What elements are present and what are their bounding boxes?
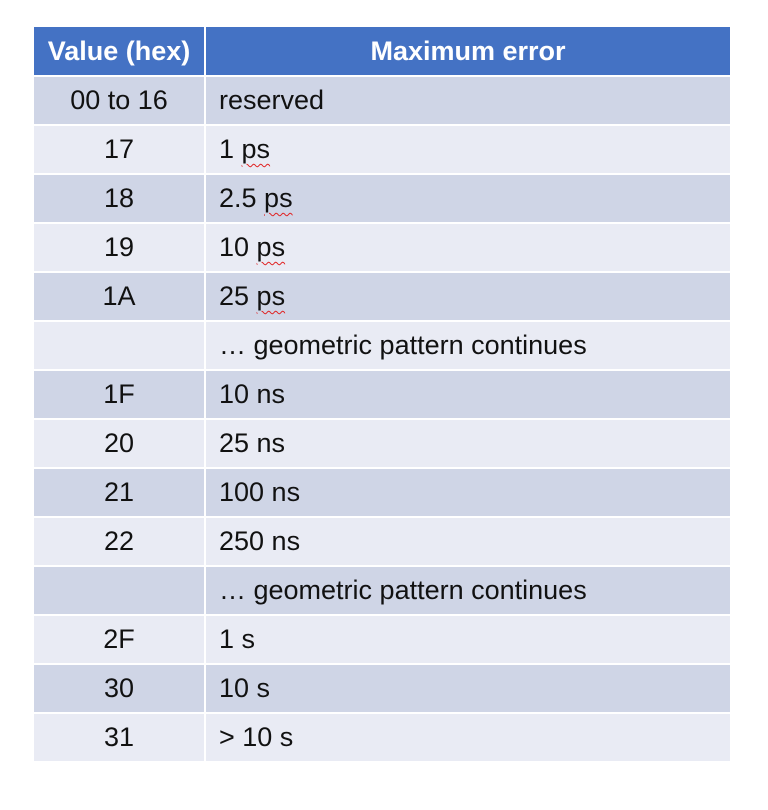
table-row <box>34 321 730 370</box>
cell-error <box>205 272 730 321</box>
error-text: 10 ps <box>219 232 286 262</box>
cell-error: 25 ns <box>205 419 730 468</box>
error-text: 2.5 ps <box>219 183 293 213</box>
cell-value: 20 <box>34 419 205 468</box>
cell-error: 10 ns <box>205 370 730 419</box>
cell-value: 2F <box>34 615 205 664</box>
cell-value: 19 <box>34 223 205 272</box>
cell-error <box>205 125 730 174</box>
cell-value: 22 <box>34 517 205 566</box>
table-row <box>34 223 730 272</box>
spellcheck-underline: ps <box>256 281 286 311</box>
cell-error: 100 ns <box>205 468 730 517</box>
cell-value: 17 <box>34 125 205 174</box>
table-row <box>34 664 730 713</box>
table-row <box>34 713 730 762</box>
table-row <box>34 468 730 517</box>
cell-error: … geometric pattern continues <box>205 566 730 615</box>
table-row <box>34 76 730 125</box>
cell-value <box>34 566 205 615</box>
max-error-table <box>34 27 730 763</box>
error-text: 1 ps <box>219 134 271 164</box>
table-row <box>34 419 730 468</box>
spellcheck-underline: ps <box>241 134 271 164</box>
cell-error: 10 s <box>205 664 730 713</box>
cell-error: 1 s <box>205 615 730 664</box>
cell-error <box>205 223 730 272</box>
table-row <box>34 174 730 223</box>
cell-value: 30 <box>34 664 205 713</box>
cell-value: 21 <box>34 468 205 517</box>
header-value-hex: Value (hex) <box>34 27 205 76</box>
cell-value <box>34 321 205 370</box>
cell-value: 18 <box>34 174 205 223</box>
cell-error: … geometric pattern continues <box>205 321 730 370</box>
cell-error <box>205 174 730 223</box>
table-row <box>34 517 730 566</box>
cell-value: 31 <box>34 713 205 762</box>
table-row <box>34 615 730 664</box>
cell-error: > 10 s <box>205 713 730 762</box>
table-row <box>34 370 730 419</box>
cell-error: 250 ns <box>205 517 730 566</box>
error-text: 25 ps <box>219 281 286 311</box>
spellcheck-underline: ps <box>264 183 293 213</box>
cell-value: 00 to 16 <box>34 76 205 125</box>
spellcheck-underline: ps <box>256 232 286 262</box>
table-row <box>34 125 730 174</box>
table-row <box>34 272 730 321</box>
cell-value: 1A <box>34 272 205 321</box>
cell-value: 1F <box>34 370 205 419</box>
cell-error: reserved <box>205 76 730 125</box>
table-header-row <box>34 27 730 76</box>
table-row <box>34 566 730 615</box>
header-maximum-error: Maximum error <box>205 27 730 76</box>
